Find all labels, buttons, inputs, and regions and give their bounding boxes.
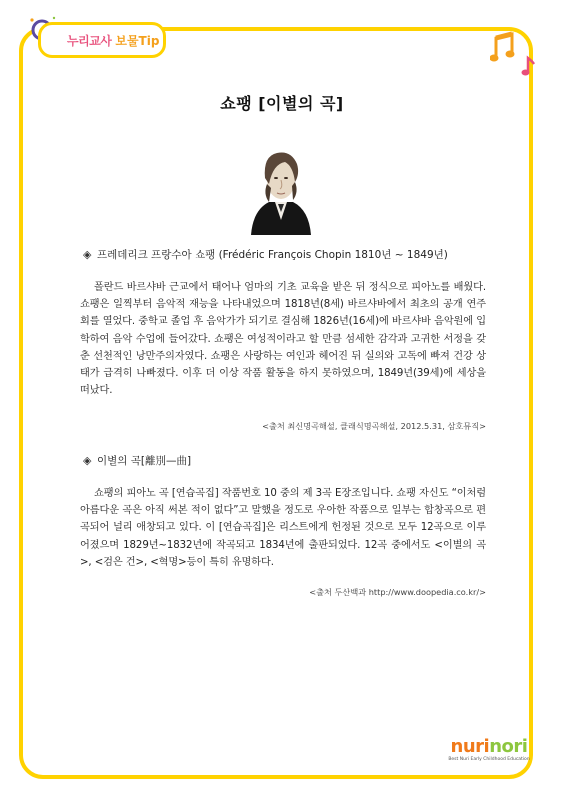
- source-citation: <출처 두산백과 http://www.doopedia.co.kr/>: [309, 587, 486, 597]
- page-title: 쇼팽 [이별의 곡]: [220, 94, 344, 113]
- nurinori-logo: [446, 738, 532, 762]
- diamond-bullet-icon: ◈: [83, 454, 92, 467]
- section-heading-chopin: [83, 247, 503, 262]
- brand-name: 누리교사: [67, 33, 112, 48]
- section-heading-text: 프레데리크 프랑수아 쇼팽 (Frédéric François Chopin 1810년 ~ 1849년): [97, 249, 448, 261]
- chopin-portrait: [245, 140, 317, 235]
- brand-tip: 보물Tip: [115, 33, 160, 48]
- diamond-bullet-icon: ◈: [83, 248, 92, 261]
- chopin-biography: 폴란드 바르샤바 근교에서 태어나 엄마의 기초 교육을 받은 뒤 정식으로 피아노를 배웠다. 쇼팽은 일찍부터 음악적 재능을 나타내었으며 1818년(8세) 바르샤바에서 최초의 공개 연주회를 열었다. 중학교 졸업 후 음악가가 되기로 결심해 1826년(16세)에 바르샤바 음악원에 입학하여 음악 수업에 들어갔다. 쇼팽은 여성적이라고 할 만큼 섬세한 감각과 고귀한 서정을 갖춘 선천적인 낭만주의자였다. 쇼팽은 사랑하는 여인과 헤어진 뒤 실의와 고독에 빠져 건강 상태가 급격히 나빠졌다. 이후 더 이상 작품 활동을 하지 못하였으며, 1849년(39세)에 세상을 떠났다.: [80, 282, 486, 397]
- logo-text-b: nori: [489, 736, 528, 757]
- header-logo: [38, 22, 166, 58]
- section-heading-farewell: [83, 453, 503, 468]
- logo-text-a: nuri: [450, 736, 490, 757]
- source-citation: <출처 최신명곡해설, 클래식명곡해설, 2012.5.31, 삼호뮤직>: [262, 421, 486, 431]
- farewell-description: 쇼팽의 피아노 곡 [연습곡집] 작품번호 10 중의 제 3곡 E장조입니다. 쇼팽 자신도 “이처럼 아름다운 곡은 아직 써본 적이 없다”고 말했을 정도로 우아한 작품으로 일부는 합창곡으로 편곡되어 널리 애창되고 있다. 이 [연습곡집]은 리스트에게 헌정된 것으로 모두 12곡으로 이루어졌으며 1829년~1832년에 작곡되고 1834년에 출판되었다. 12곡 중에서도 <이별의 곡>, <검은 건>, <혁명>등이 특히 유명하다.: [80, 488, 486, 568]
- music-notes-icon: [490, 28, 536, 80]
- logo-tagline: Best Nuri Early Childhood Education: [448, 757, 530, 762]
- section-heading-text: 이별의 곡[離別—曲]: [97, 455, 192, 467]
